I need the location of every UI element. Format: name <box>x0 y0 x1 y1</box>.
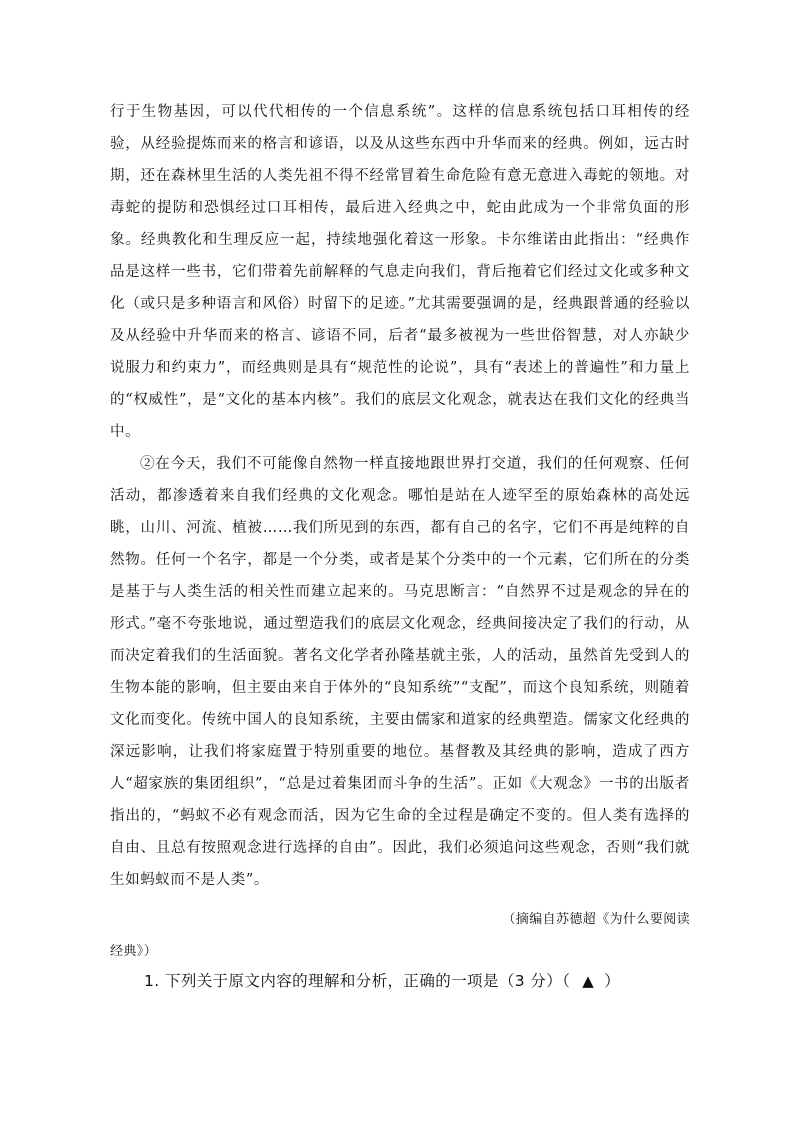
article-body <box>110 96 690 896</box>
answer-marker-icon: ▲ <box>582 972 595 990</box>
question-text: 1. 下列关于原文内容的理解和分析，正确的一项是（3 分）（ <box>144 972 571 990</box>
source-citation <box>110 904 690 968</box>
question-1 <box>144 967 704 995</box>
paragraph-2: ②在今天，我们不可能像自然物一样直接地跟世界打交道，我们的任何观察、任何活动，都渗透着来自我们经典的文化观念。哪怕是站在人迹罕至的原始森林的高处远眺，山川、河流、植被……我们所见到的东西，都有自己的名字，它们不再是纯粹的自然物。任何一个名字，都是一个分类，或者是某个分类中的一个元素，它们所在的分类是基于与人类生活的相关性而建立起来的。马克思断言：“自然界不过是观念的异在的形式。”毫不夸张地说，通过塑造我们的底层文化观念，经典间接决定了我们的行动，从而决定着我们的生活面貌。著名文化学者孙隆基就主张，人的活动，虽然首先受到人的生物本能的影响，但主要由来自于体外的“良知系统”“支配”，而这个良知系统，则随着文化而变化。传统中国人的良知系统，主要由儒家和道家的经典塑造。儒家文化经典的深远影响，让我们将家庭置于特别重要的地位。基督教及其经典的影响，造成了西方人“超家族的集团组织”，“总是过着集团而斗争的生活”。正如《大观念》一书的出版者指出的，“蚂蚁不必有观念而活，因为它生命的全过程是确定不变的。但人类有选择的自由、且总有按照观念进行选择的自由”。因此，我们必须追问这些观念，否则“我们就生如蚂蚁而不是人类”。 <box>110 456 690 888</box>
source-line-2: 经典》） <box>110 944 158 959</box>
source-line-1: （摘编自苏德超《为什么要阅读 <box>502 912 690 927</box>
paragraph-1: 行于生物基因，可以代代相传的一个信息系统”。这样的信息系统包括口耳相传的经验，从经验提炼而来的格言和谚语，以及从这些东西中升华而来的经典。例如，远古时期，还在森林里生活的人类先祖不得不经常冒着生命危险有意无意进入毒蛇的领地。对毒蛇的提防和恐惧经过口耳相传，最后进入经典之中，蛇由此成为一个非常负面的形象。经典教化和生理反应一起，持续地强化着这一形象。卡尔维诺由此指出：“经典作品是这样一些书，它们带着先前解释的气息走向我们，背后拖着它们经过文化或多种文化（或只是多种语言和风俗）时留下的足迹。”尤其需要强调的是，经典跟普通的经验以及从经验中升华而来的格言、谚语不同，后者“最多被视为一些世俗智慧，对人亦缺少说服力和约束力”，而经典则是具有“规范性的论说”，具有“表述上的普遍性”和力量上的“权威性”，是“文化的基本内核”。我们的底层文化观念，就表达在我们文化的经典当中。 <box>110 104 690 440</box>
question-closing: ） <box>604 972 621 990</box>
